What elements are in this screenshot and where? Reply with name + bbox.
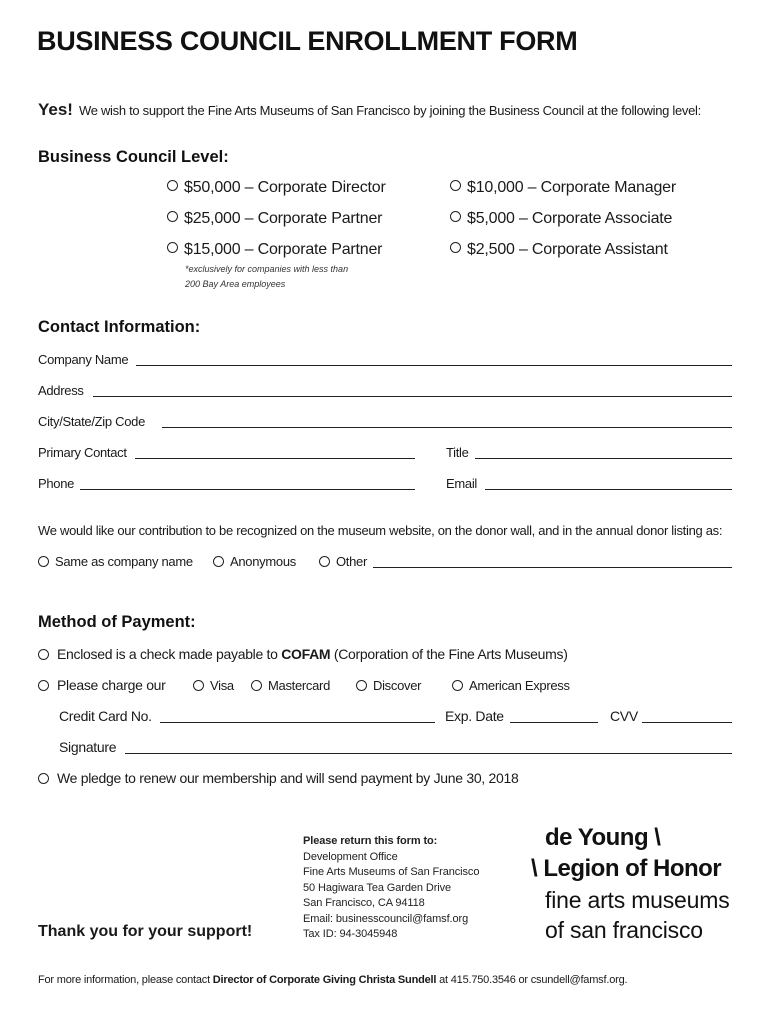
return-line: Email: businesscouncil@famsf.org — [303, 912, 469, 925]
card-number-label: Credit Card No. — [59, 708, 152, 724]
title-label: Title — [446, 445, 469, 460]
return-line: Fine Arts Museums of San Francisco — [303, 866, 480, 878]
radio-icon[interactable] — [38, 773, 49, 784]
return-line: Tax ID: 94-3045948 — [303, 928, 398, 940]
exp-date-label: Exp. Date — [445, 708, 504, 724]
radio-icon[interactable] — [319, 556, 330, 567]
footer-contact: For more information, please contact Director of Corporate Giving Christa Sundell at 415.750.3546 or csundell@famsf.org. — [38, 974, 628, 986]
recognition-same-as-company[interactable]: Same as company name — [38, 554, 193, 569]
logo-legion-of-honor: \ Legion of Honor — [531, 855, 722, 882]
radio-icon[interactable] — [450, 242, 461, 253]
recognition-other-field[interactable] — [373, 567, 732, 568]
card-visa-option[interactable]: Visa — [193, 678, 234, 693]
card-amex-option[interactable]: American Express — [452, 678, 570, 693]
payment-charge-option[interactable]: Please charge our — [38, 677, 166, 693]
primary-contact-field[interactable] — [135, 458, 415, 459]
cvv-field[interactable] — [642, 722, 732, 723]
return-line: San Francisco, CA 94118 — [303, 897, 425, 909]
radio-icon[interactable] — [193, 680, 204, 691]
intro-yes: Yes! — [38, 100, 73, 119]
level-heading: Business Council Level: — [38, 148, 229, 166]
return-heading: Please return this form to: — [303, 835, 438, 847]
radio-icon[interactable] — [450, 211, 461, 222]
card-mastercard-option[interactable]: Mastercard — [251, 678, 330, 693]
cvv-label: CVV — [610, 708, 638, 724]
intro-body: We wish to support the Fine Arts Museums of San Francisco by joining the Business Council at the following level: — [78, 103, 701, 118]
email-label: Email — [446, 476, 478, 491]
recognition-other[interactable]: Other — [319, 554, 367, 569]
radio-icon[interactable] — [452, 680, 463, 691]
email-field[interactable] — [485, 489, 732, 490]
page-title: BUSINESS COUNCIL ENROLLMENT FORM — [37, 26, 578, 56]
radio-icon[interactable] — [38, 556, 49, 567]
level-option-15000[interactable]: $15,000 – Corporate Partner — [167, 241, 382, 259]
recognition-text: We would like our contribution to be recognized on the museum website, on the donor wall, and in the annual donor listing as: — [38, 523, 723, 538]
payment-check-option[interactable]: Enclosed is a check made payable to COFAM (Corporation of the Fine Arts Museums) — [38, 646, 568, 662]
level-option-25000[interactable]: $25,000 – Corporate Partner — [167, 210, 382, 228]
title-field[interactable] — [475, 458, 732, 459]
radio-icon[interactable] — [251, 680, 262, 691]
phone-label: Phone — [38, 476, 75, 491]
card-number-field[interactable] — [160, 722, 435, 723]
thank-you-text: Thank you for your support! — [38, 923, 253, 940]
level-option-2500[interactable]: $2,500 – Corporate Assistant — [450, 241, 668, 259]
signature-label: Signature — [59, 739, 117, 755]
address-field[interactable] — [93, 396, 732, 397]
address-label: Address — [38, 383, 84, 398]
radio-icon[interactable] — [38, 649, 49, 660]
card-discover-option[interactable]: Discover — [356, 678, 421, 693]
check-payee: COFAM — [281, 646, 331, 662]
contact-heading: Contact Information: — [38, 318, 201, 336]
payment-heading: Method of Payment: — [38, 613, 196, 631]
logo-fine-arts-museums: fine arts museums — [545, 887, 730, 913]
level-footnote: *exclusively for companies with less than 200 Bay Area employees — [185, 264, 349, 289]
radio-icon[interactable] — [167, 180, 178, 191]
radio-icon[interactable] — [167, 211, 178, 222]
return-address-block — [303, 834, 479, 943]
pledge-option[interactable]: We pledge to renew our membership and will send payment by June 30, 2018 — [38, 770, 518, 786]
signature-field[interactable] — [125, 753, 732, 754]
company-name-label: Company Name — [38, 352, 129, 367]
logo-of-san-francisco: of san francisco — [545, 917, 703, 943]
radio-icon[interactable] — [356, 680, 367, 691]
city-state-zip-label: City/State/Zip Code — [38, 414, 146, 429]
logo-de-young: de Young \ — [545, 824, 661, 851]
radio-icon[interactable] — [167, 242, 178, 253]
phone-field[interactable] — [80, 489, 415, 490]
level-option-10000[interactable]: $10,000 – Corporate Manager — [450, 179, 676, 197]
recognition-anonymous[interactable]: Anonymous — [213, 554, 296, 569]
return-line: 50 Hagiwara Tea Garden Drive — [303, 881, 452, 894]
return-line: Development Office — [303, 850, 398, 863]
primary-contact-label: Primary Contact — [38, 445, 127, 460]
intro-text — [38, 100, 701, 120]
city-state-zip-field[interactable] — [162, 427, 732, 428]
radio-icon[interactable] — [450, 180, 461, 191]
company-name-field[interactable] — [136, 365, 732, 366]
exp-date-field[interactable] — [510, 722, 598, 723]
footer-contact-name: Director of Corporate Giving Christa Sundell — [212, 974, 437, 986]
radio-icon[interactable] — [38, 680, 49, 691]
radio-icon[interactable] — [213, 556, 224, 567]
level-option-50000[interactable]: $50,000 – Corporate Director — [167, 179, 386, 197]
level-option-5000[interactable]: $5,000 – Corporate Associate — [450, 210, 672, 228]
